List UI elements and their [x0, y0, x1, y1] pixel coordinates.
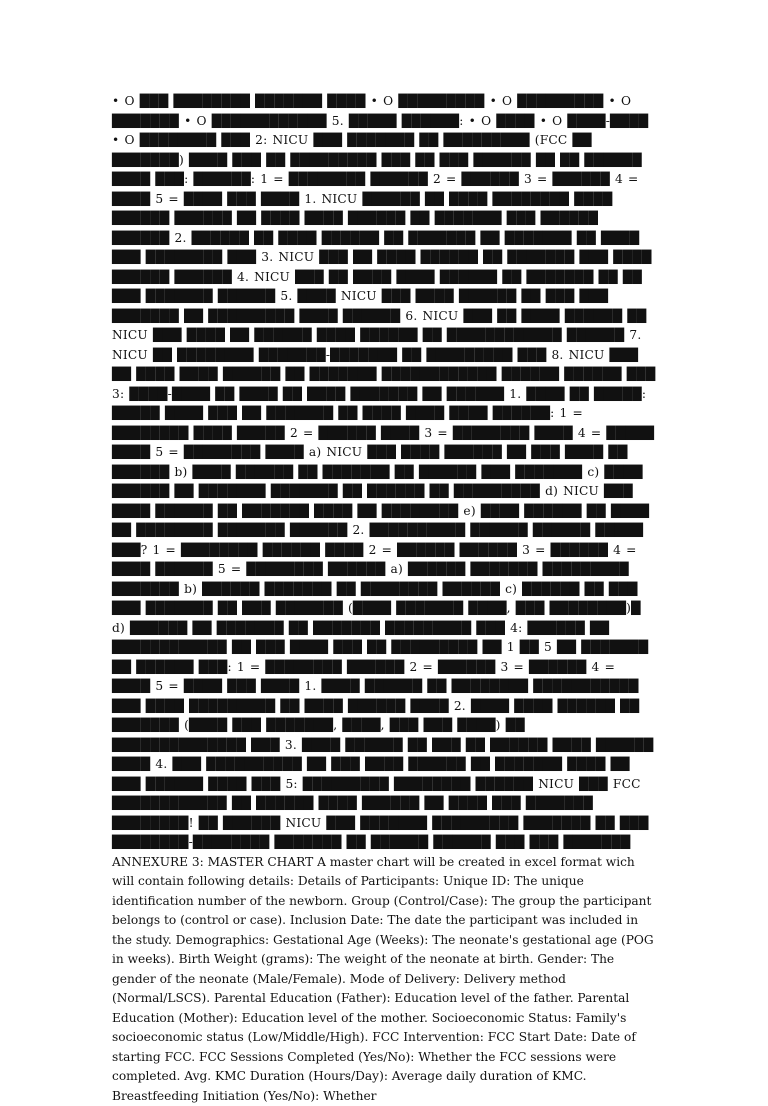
- hindi-text-content: • O ███ ████████ ███████ ████ • O █████████ • O █████████ • O ███████ • O ████████████ 5. █████ ██████: • O ████ • O ████-████ • O ████████ ███ 2: NICU ███ ███████ ██ █████████ (FCC ██ ███████) ████ ███ ██ █████████ ███ ██ ███ ██████ ██ ██ ██████ ████ ███: ██████: 1 = ████████ ██████ 2 = ██████ 3 = ██████ 4 = ████ 5 = ████ ███ ████ 1. NICU ██████ ██ ████ ████████ ████ ██████ ██████ ██ ████ ████ ██████ ██ ███████ ███ ██████ ██████ 2. ██████ ██ ████ ██████ ██ ███████ ██ ███████ ██ ████ ███ ████████ ███ 3. NICU ███ ██ ████ ██████ ██ ███████ ███ ████ ██████ ██████ 4. NICU ███ ██ ████ ████ ██████ ██ ███████ ██ ██ ███ ███████ ██████ 5. ████ NICU ███ ████ ██████ ██ ███ ███ ███████ ██ █████████ ████ ██████ 6. NICU ███ ██ ████ ██████ ██ NICU ███ ████ ██ ██████ ████ ██████ ██ ████████████ ██████ 7. NICU ██ ████████ ███████-███████ ██ █████████ ███ 8. NICU ███ ██ ████ ████ ██████ ██ ███████ ████████████ ██████ ██████ ███ 3: ████-████ ██ ████ ██ ████ ███████ ██ ██████ 1. ████ ██ █████: █████ ████ ███ ██ ███████ ██ ████ ████ ████ ██████: 1 = ████████ ████ █████ 2 = ██████ ████ 3 = ████████ ████ 4 = █████ ████ 5 = ████████ ████ a) NICU ███ ████ ██████ ██ ███ ████ ██ ██████ b) ████ ██████ ██ ███████ ██ ██████ ███ ███████ c) ████ ██████ ██ ███████ ███████ ██ ██████ ██ █████████ d) NICU ███ ████ ██████ ██ ███████ ████ ██ ████████ e) ████ ██████ ██ ████ ██ ████████ ███████ ██████ 2. ██████████ ██████ ██████ █████ ███? 1 = ████████ ██████ ████ 2 = ██████ ██████ 3 = ██████ 4 = ████ ██████ 5 = ████████ ██████ a) ██████ ███████ █████████ ███████ b) ██████ ███████ ██ ████████ ██████ c) ██████ ██ ███ ███ ███████ ██ ███ ███████ (████ ███████ ████, ███ ████████)█ d) ██████ ██ ███████ ██ ███████ █████████ ███ 4: ██████ ██ ████████████ ██ ███ ████ ███ ██ █████████ ██ 1 ██ 5 ██ ███████ ██ ██████ ███: 1 = ████████ ██████ 2 = ██████ 3 = ██████ 4 = ████ 5 = ████ ███ ████ 1. ████ ██████ ██ ████████ ███████████ ███ ████ █████████ ██ ████ ██████ ████ 2. ████ ████ ██████ ██ ███████ (████ ███ ███████, ████, ███ ███ ████) ██ ██████████████ ███ 3. ████ ██████ ██ ███ ██ ██████ ████ ██████ ████ 4. ███ ██████████ ██ ███ ████ ██████ ██ ███████ ████ ██ ███ ██████ ████ ███ 5: █████████ ████████ ██████ NICU ███ FCC ████████████ ██ ██████ ████ ██████ ██ ████ ███ ███████ ████████! ██ ██████ NICU ███ ███████ █████████ ███████ ██ ███ ████████-████████ ███████ ██ ██████ ██████ ███ ███ ███████: [112, 94, 656, 849]
- english-text-content: ANNEXURE 3: MASTER CHART A master chart will be created in excel format wich will contain following details: Details of Participants: Unique ID: The unique identification number of the newborn. Group (Control/Case): The group the participant belongs to (control or case). Inclusion Date: The date the participant was included in the study. Demographics: Gestational Age (Weeks): The neonate's gestational age (POG in weeks). Birth Weight (grams): The weight of the neonate at birth. Gender: The gender of the neonate (Male/Female). Mode of Delivery: Delivery method (Normal/LSCS). Parental Education (Father): Education level of the father. Parental Education (Mother): Education level of the mother. Socioeconomic Status: Family's socioeconomic status (Low/Middle/High). FCC Intervention: FCC Start Date: Date of starting FCC. FCC Sessions Completed (Yes/No): Whether the FCC sessions were completed. Avg. KMC Duration (Hours/Day): Average daily duration of KMC. Breastfeeding Initiation (Yes/No): Whether: [112, 854, 654, 1103]
- document-body-text: [112, 92, 658, 1106]
